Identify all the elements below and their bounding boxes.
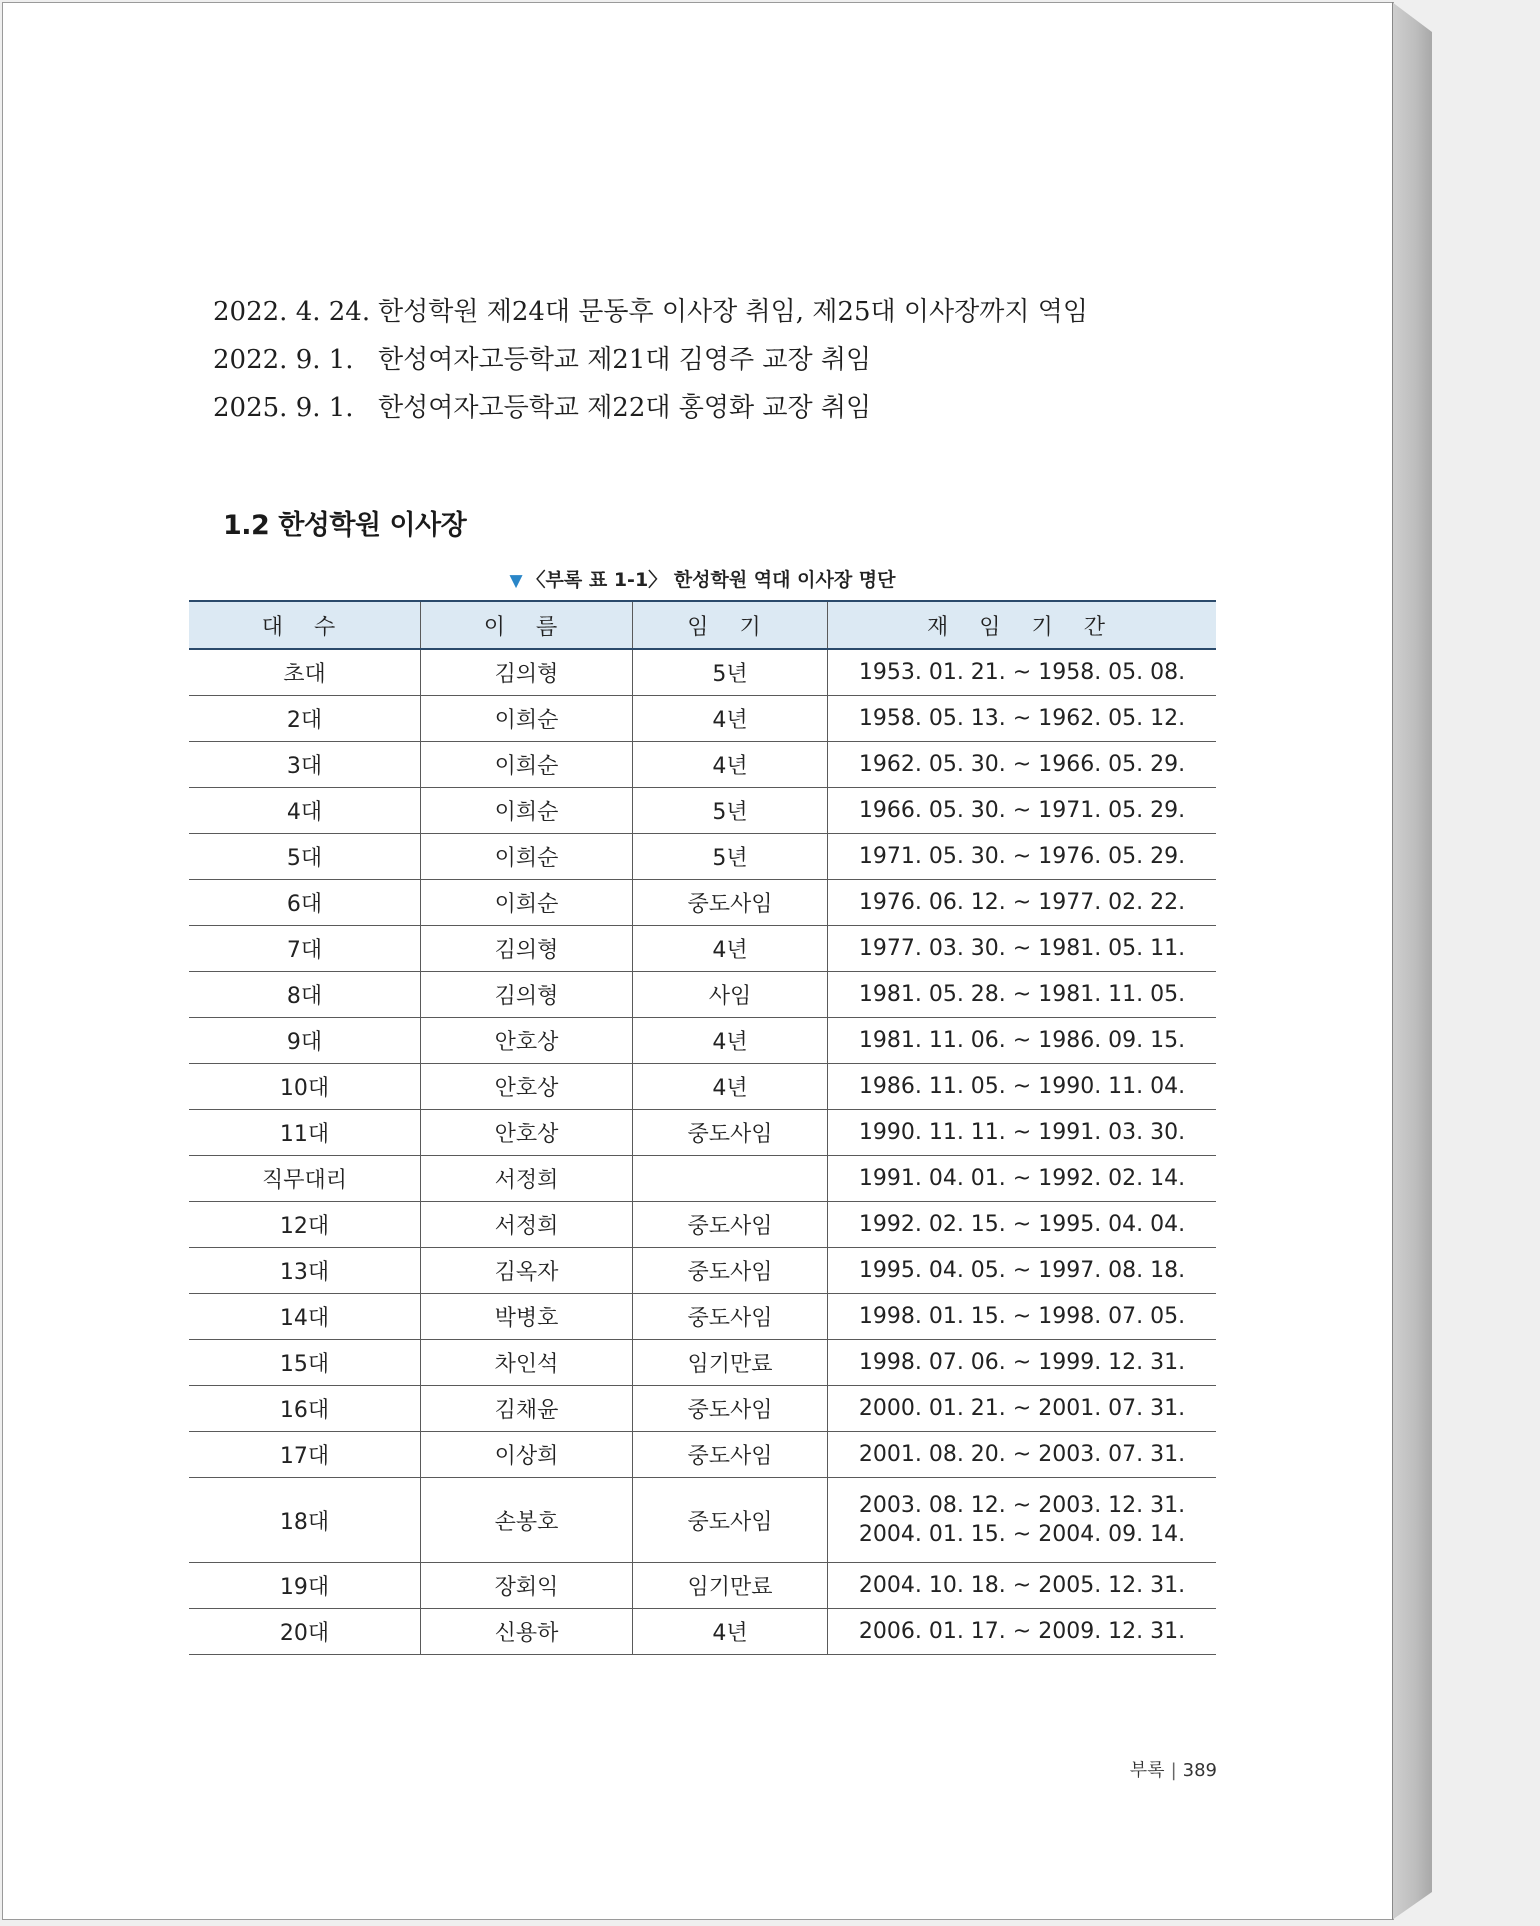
table-row bbox=[189, 1340, 1216, 1386]
cell-period bbox=[828, 1156, 1217, 1202]
table-row bbox=[189, 1064, 1216, 1110]
cell-length: 4년 bbox=[633, 1064, 828, 1110]
table-row bbox=[189, 1478, 1216, 1563]
table-caption bbox=[189, 565, 1216, 592]
page-number: 389 bbox=[1182, 1760, 1217, 1781]
cell-name: 안호상 bbox=[421, 1110, 633, 1156]
cell-length: 5년 bbox=[633, 649, 828, 696]
cell-period bbox=[828, 1478, 1217, 1563]
cell-length: 4년 bbox=[633, 1609, 828, 1655]
cell-term: 20대 bbox=[189, 1609, 421, 1655]
period-line: 1976. 06. 12. ~ 1977. 02. 22. bbox=[858, 890, 1186, 915]
period-line: 1990. 11. 11. ~ 1991. 03. 30. bbox=[858, 1120, 1186, 1145]
cell-name: 이희순 bbox=[421, 742, 633, 788]
cell-period bbox=[828, 742, 1217, 788]
period-line: 1981. 11. 06. ~ 1986. 09. 15. bbox=[858, 1028, 1186, 1053]
table-row bbox=[189, 1609, 1216, 1655]
cell-period bbox=[828, 1340, 1217, 1386]
timeline-entry bbox=[213, 288, 1088, 336]
cell-term: 3대 bbox=[189, 742, 421, 788]
cell-name: 김옥자 bbox=[421, 1248, 633, 1294]
table-body bbox=[189, 649, 1216, 1655]
timeline-text: 한성여자고등학교 제22대 홍영화 교장 취임 bbox=[378, 393, 872, 423]
cell-length: 4년 bbox=[633, 696, 828, 742]
period-line: 1998. 07. 06. ~ 1999. 12. 31. bbox=[858, 1350, 1186, 1375]
cell-length: 4년 bbox=[633, 742, 828, 788]
cell-period bbox=[828, 696, 1217, 742]
cell-name: 김의형 bbox=[421, 649, 633, 696]
period-line: 1966. 05. 30. ~ 1971. 05. 29. bbox=[858, 798, 1186, 823]
timeline-date: 2022. 9. 1. bbox=[213, 345, 354, 375]
table-row bbox=[189, 1110, 1216, 1156]
table-row bbox=[189, 1432, 1216, 1478]
table-row bbox=[189, 696, 1216, 742]
table-row bbox=[189, 742, 1216, 788]
table-row bbox=[189, 1248, 1216, 1294]
cell-term: 직무대리 bbox=[189, 1156, 421, 1202]
table-row bbox=[189, 649, 1216, 696]
cell-period bbox=[828, 1202, 1217, 1248]
cell-term: 19대 bbox=[189, 1563, 421, 1609]
table-header-row bbox=[189, 601, 1216, 649]
period-line: 1971. 05. 30. ~ 1976. 05. 29. bbox=[858, 844, 1186, 869]
table-row bbox=[189, 1294, 1216, 1340]
cell-period bbox=[828, 1563, 1217, 1609]
cell-name: 이희순 bbox=[421, 788, 633, 834]
cell-name: 이희순 bbox=[421, 696, 633, 742]
table-row bbox=[189, 1018, 1216, 1064]
cell-name: 신용하 bbox=[421, 1609, 633, 1655]
cell-period bbox=[828, 1386, 1217, 1432]
cell-period bbox=[828, 1018, 1217, 1064]
cell-name: 이희순 bbox=[421, 834, 633, 880]
cell-length: 중도사임 bbox=[633, 1294, 828, 1340]
cell-length: 5년 bbox=[633, 834, 828, 880]
cell-period bbox=[828, 926, 1217, 972]
cell-term: 16대 bbox=[189, 1386, 421, 1432]
cell-name: 김의형 bbox=[421, 972, 633, 1018]
footer-separator: | bbox=[1170, 1760, 1177, 1781]
period-line: 1953. 01. 21. ~ 1958. 05. 08. bbox=[858, 660, 1186, 685]
cell-period bbox=[828, 1294, 1217, 1340]
cell-name: 손봉호 bbox=[421, 1478, 633, 1563]
cell-length: 중도사임 bbox=[633, 880, 828, 926]
cell-term: 15대 bbox=[189, 1340, 421, 1386]
cell-name: 장회익 bbox=[421, 1563, 633, 1609]
cell-period bbox=[828, 880, 1217, 926]
cell-length: 중도사임 bbox=[633, 1432, 828, 1478]
header-name: 이 름 bbox=[421, 601, 633, 649]
cell-length: 4년 bbox=[633, 926, 828, 972]
cell-period bbox=[828, 1064, 1217, 1110]
table-row bbox=[189, 788, 1216, 834]
timeline-entry bbox=[213, 384, 1088, 432]
timeline-text: 한성학원 제24대 문동후 이사장 취임, 제25대 이사장까지 역임 bbox=[378, 297, 1088, 327]
cell-term: 8대 bbox=[189, 972, 421, 1018]
cell-period bbox=[828, 649, 1217, 696]
cell-term: 14대 bbox=[189, 1294, 421, 1340]
cell-name: 차인석 bbox=[421, 1340, 633, 1386]
timeline-text: 한성여자고등학교 제21대 김영주 교장 취임 bbox=[378, 345, 872, 375]
period-line: 2004. 10. 18. ~ 2005. 12. 31. bbox=[858, 1573, 1186, 1598]
cell-name: 박병호 bbox=[421, 1294, 633, 1340]
cell-name: 서정희 bbox=[421, 1202, 633, 1248]
cell-period bbox=[828, 1609, 1217, 1655]
table-row bbox=[189, 834, 1216, 880]
cell-term: 13대 bbox=[189, 1248, 421, 1294]
table-row bbox=[189, 1156, 1216, 1202]
cell-length bbox=[633, 1156, 828, 1202]
period-line: 1995. 04. 05. ~ 1997. 08. 18. bbox=[858, 1258, 1186, 1283]
cell-length: 임기만료 bbox=[633, 1563, 828, 1609]
timeline-date: 2025. 9. 1. bbox=[213, 393, 354, 423]
cell-length: 임기만료 bbox=[633, 1340, 828, 1386]
cell-name: 안호상 bbox=[421, 1064, 633, 1110]
cell-length: 중도사임 bbox=[633, 1110, 828, 1156]
cell-term: 7대 bbox=[189, 926, 421, 972]
cell-length: 사임 bbox=[633, 972, 828, 1018]
cell-period bbox=[828, 788, 1217, 834]
table-row bbox=[189, 1386, 1216, 1432]
period-line: 2006. 01. 17. ~ 2009. 12. 31. bbox=[858, 1619, 1186, 1644]
period-line: 1986. 11. 05. ~ 1990. 11. 04. bbox=[858, 1074, 1186, 1099]
cell-term: 4대 bbox=[189, 788, 421, 834]
table-row bbox=[189, 1202, 1216, 1248]
page-footer bbox=[1123, 1756, 1217, 1782]
cell-term: 초대 bbox=[189, 649, 421, 696]
cell-term: 17대 bbox=[189, 1432, 421, 1478]
period-line: 1977. 03. 30. ~ 1981. 05. 11. bbox=[858, 936, 1186, 961]
cell-name: 이희순 bbox=[421, 880, 633, 926]
table-row bbox=[189, 1563, 1216, 1609]
period-line: 1998. 01. 15. ~ 1998. 07. 05. bbox=[858, 1304, 1186, 1329]
cell-term: 9대 bbox=[189, 1018, 421, 1064]
footer-label: 부록 bbox=[1129, 1760, 1165, 1781]
period-line: 1992. 02. 15. ~ 1995. 04. 04. bbox=[858, 1212, 1186, 1237]
header-length: 임 기 bbox=[633, 601, 828, 649]
cell-name: 김채윤 bbox=[421, 1386, 633, 1432]
cell-name: 안호상 bbox=[421, 1018, 633, 1064]
period-line: 1958. 05. 13. ~ 1962. 05. 12. bbox=[858, 706, 1186, 731]
book-spine-edge bbox=[1392, 2, 1432, 1920]
cell-term: 12대 bbox=[189, 1202, 421, 1248]
cell-term: 18대 bbox=[189, 1478, 421, 1563]
timeline-list bbox=[213, 288, 1088, 432]
period-line: 1991. 04. 01. ~ 1992. 02. 14. bbox=[858, 1166, 1186, 1191]
cell-term: 11대 bbox=[189, 1110, 421, 1156]
cell-name: 서정희 bbox=[421, 1156, 633, 1202]
triangle-down-icon: ▼ bbox=[509, 571, 523, 591]
cell-length: 중도사임 bbox=[633, 1386, 828, 1432]
period-line: 1981. 05. 28. ~ 1981. 11. 05. bbox=[858, 982, 1186, 1007]
header-period: 재 임 기 간 bbox=[828, 601, 1217, 649]
timeline-date: 2022. 4. 24. bbox=[213, 297, 371, 327]
table-caption-text: 〈부록 표 1-1〉 한성학원 역대 이사장 명단 bbox=[526, 569, 896, 591]
section-title: 1.2 한성학원 이사장 bbox=[223, 510, 467, 541]
cell-term: 5대 bbox=[189, 834, 421, 880]
timeline-entry bbox=[213, 336, 1088, 384]
cell-length: 중도사임 bbox=[633, 1478, 828, 1563]
table-row bbox=[189, 926, 1216, 972]
cell-length: 중도사임 bbox=[633, 1248, 828, 1294]
period-line: 1962. 05. 30. ~ 1966. 05. 29. bbox=[858, 752, 1186, 777]
cell-period bbox=[828, 1110, 1217, 1156]
cell-period bbox=[828, 1248, 1217, 1294]
cell-term: 10대 bbox=[189, 1064, 421, 1110]
period-line: 2004. 01. 15. ~ 2004. 09. 14. bbox=[858, 1522, 1186, 1547]
document-page bbox=[2, 2, 1394, 1920]
cell-length: 4년 bbox=[633, 1018, 828, 1064]
period-line: 2003. 08. 12. ~ 2003. 12. 31. bbox=[858, 1493, 1186, 1518]
period-line: 2000. 01. 21. ~ 2001. 07. 31. bbox=[858, 1396, 1186, 1421]
cell-period bbox=[828, 972, 1217, 1018]
cell-name: 이상희 bbox=[421, 1432, 633, 1478]
header-term: 대 수 bbox=[189, 601, 421, 649]
cell-period bbox=[828, 1432, 1217, 1478]
cell-length: 중도사임 bbox=[633, 1202, 828, 1248]
cell-term: 6대 bbox=[189, 880, 421, 926]
cell-term: 2대 bbox=[189, 696, 421, 742]
table-row bbox=[189, 972, 1216, 1018]
cell-period bbox=[828, 834, 1217, 880]
chairman-roster-table bbox=[189, 600, 1216, 1655]
table-row bbox=[189, 880, 1216, 926]
cell-length: 5년 bbox=[633, 788, 828, 834]
cell-name: 김의형 bbox=[421, 926, 633, 972]
period-line: 2001. 08. 20. ~ 2003. 07. 31. bbox=[858, 1442, 1186, 1467]
